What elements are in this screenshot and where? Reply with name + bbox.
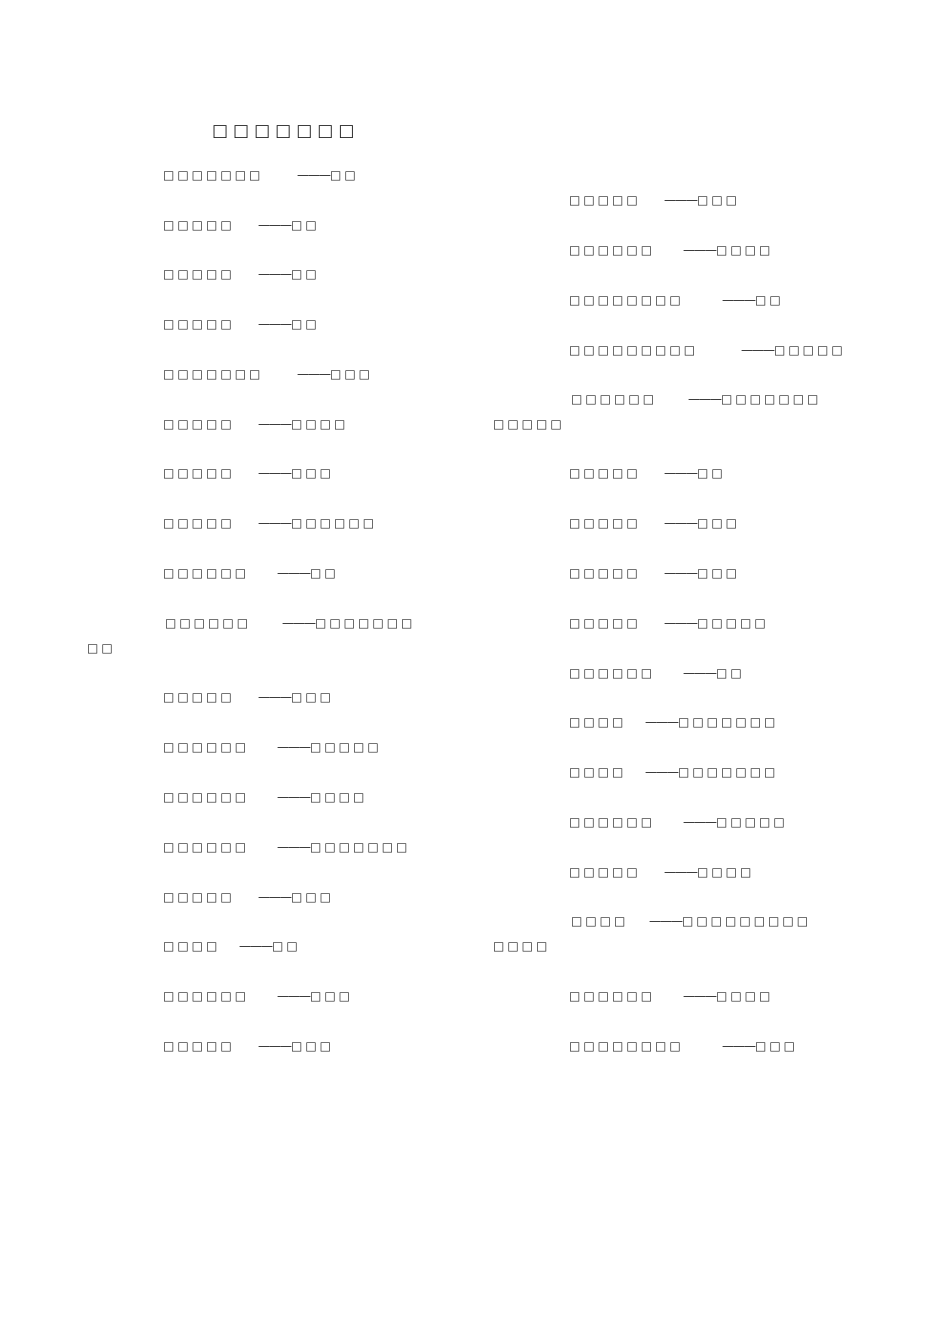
right-entry-14 — [569, 864, 754, 880]
entry-term: □□□□□ — [163, 218, 235, 232]
entry-answer: □□□□ — [697, 865, 755, 879]
entry-answer: □□□□□ — [716, 815, 788, 829]
entry-dash: ——— — [664, 193, 697, 207]
entry-answer: □□ — [697, 466, 726, 480]
entry-dash: ——— — [741, 343, 774, 357]
left-entry-12 — [163, 739, 382, 755]
right-entry-13 — [569, 814, 788, 830]
entry-dash: ——— — [239, 939, 272, 953]
entry-term: □□□□□□ — [163, 790, 250, 804]
entry-answer: □□□ — [291, 890, 335, 904]
entry-answer: □□□ — [697, 516, 741, 530]
entry-term: □□□□□ — [569, 466, 641, 480]
entry-answer: □□□ — [291, 1039, 335, 1053]
entry-dash: ——— — [649, 914, 682, 928]
right-entry-1 — [569, 192, 740, 208]
right-entry-15-continuation: □□□□ — [493, 939, 551, 953]
entry-term: □□□□ — [163, 939, 221, 953]
entry-answer: □□□□□□ — [291, 516, 378, 530]
entry-dash: ——— — [664, 566, 697, 580]
entry-dash: ——— — [277, 790, 310, 804]
entry-dash: ——— — [258, 317, 291, 331]
entry-dash: ——— — [664, 516, 697, 530]
left-entry-7 — [163, 465, 334, 481]
entry-answer: □□□ — [330, 367, 374, 381]
right-entry-17 — [569, 1038, 798, 1054]
entry-dash: ——— — [688, 392, 721, 406]
entry-answer: □□□□□□□ — [678, 715, 779, 729]
entry-answer: □□□□□ — [310, 740, 382, 754]
entry-dash: ——— — [664, 466, 697, 480]
right-entry-11 — [569, 714, 778, 730]
entry-answer: □□□□□□□□□ — [682, 914, 812, 928]
entry-dash: ——— — [258, 890, 291, 904]
left-entry-18 — [163, 1038, 334, 1054]
entry-dash: ——— — [258, 466, 291, 480]
entry-answer: □□ — [755, 293, 784, 307]
entry-dash: ——— — [282, 616, 315, 630]
page-title: □□□□□□□ — [212, 121, 360, 141]
left-entry-16 — [163, 938, 301, 954]
right-entry-2 — [569, 242, 773, 258]
entry-dash: ——— — [277, 989, 310, 1003]
entry-term: □□□□□ — [163, 690, 235, 704]
entry-dash: ——— — [722, 1039, 755, 1053]
entry-dash: ——— — [258, 1039, 291, 1053]
entry-term: □□□□□□□□ — [569, 1039, 684, 1053]
left-entry-17 — [163, 988, 353, 1004]
right-entry-8 — [569, 565, 740, 581]
right-entry-7 — [569, 515, 740, 531]
entry-term: □□□□ — [569, 715, 627, 729]
entry-term: □□□□□□□ — [163, 367, 264, 381]
entry-dash: ——— — [258, 218, 291, 232]
entry-term: □□□□□ — [569, 616, 641, 630]
entry-answer: □□ — [291, 218, 320, 232]
entry-answer: □□ — [310, 566, 339, 580]
entry-term: □□□□□□ — [569, 666, 656, 680]
left-entry-8 — [163, 515, 377, 531]
entry-dash: ——— — [664, 616, 697, 630]
entry-answer: □□□□□□□ — [721, 392, 822, 406]
right-entry-12 — [569, 764, 778, 780]
entry-term: □□□□ — [569, 765, 627, 779]
entry-answer: □□□□ — [310, 790, 368, 804]
left-entry-4 — [163, 316, 320, 332]
entry-dash: ——— — [258, 690, 291, 704]
entry-answer: □□□□ — [716, 989, 774, 1003]
right-entry-5-continuation: □□□□□ — [493, 417, 565, 431]
entry-dash: ——— — [258, 417, 291, 431]
left-entry-9 — [163, 565, 339, 581]
entry-dash: ——— — [277, 740, 310, 754]
left-entry-13 — [163, 789, 367, 805]
left-entry-2 — [163, 217, 320, 233]
left-entry-6 — [163, 416, 348, 432]
entry-dash: ——— — [683, 243, 716, 257]
entry-answer: □□□ — [697, 566, 741, 580]
entry-answer: □□□□□□□ — [315, 616, 416, 630]
entry-answer: □□□ — [310, 989, 354, 1003]
entry-answer: □□□ — [291, 466, 335, 480]
entry-term: □□□□□ — [163, 317, 235, 331]
right-entry-9 — [569, 615, 769, 631]
entry-term: □□□□□ — [163, 890, 235, 904]
entry-answer: □□□□ — [291, 417, 349, 431]
entry-answer: □□□□□ — [774, 343, 846, 357]
right-entry-16 — [569, 988, 773, 1004]
entry-answer: □□ — [716, 666, 745, 680]
entry-dash: ——— — [277, 566, 310, 580]
entry-answer: □□□ — [755, 1039, 799, 1053]
entry-term: □□□□□ — [163, 1039, 235, 1053]
entry-term: □□□□□ — [569, 566, 641, 580]
entry-term: □□□□□□ — [569, 243, 656, 257]
entry-term: □□□□□ — [163, 516, 235, 530]
left-entry-15 — [163, 889, 334, 905]
entry-dash: ——— — [683, 815, 716, 829]
entry-answer: □□□□□□□ — [310, 840, 411, 854]
right-entry-5 — [571, 391, 821, 407]
entry-term: □□□□□ — [163, 267, 235, 281]
left-entry-14 — [163, 839, 410, 855]
entry-term: □□□□□ — [569, 193, 641, 207]
entry-dash: ——— — [645, 715, 678, 729]
entry-answer: □□ — [330, 168, 359, 182]
left-entry-11 — [163, 689, 334, 705]
entry-term: □□□□□ — [569, 516, 641, 530]
entry-dash: ——— — [645, 765, 678, 779]
entry-term: □□□□□□ — [571, 392, 658, 406]
left-entry-1 — [163, 167, 359, 183]
right-entry-3 — [569, 292, 784, 308]
entry-answer: □□ — [272, 939, 301, 953]
entry-term: □□□□□□□□□ — [569, 343, 699, 357]
entry-answer: □□ — [291, 317, 320, 331]
entry-term: □□□□□□ — [569, 815, 656, 829]
entry-dash: ——— — [683, 989, 716, 1003]
entry-dash: ——— — [297, 367, 330, 381]
entry-dash: ——— — [722, 293, 755, 307]
entry-term: □□□□□ — [569, 865, 641, 879]
left-entry-3 — [163, 266, 320, 282]
entry-term: □□□□□□ — [163, 566, 250, 580]
entry-term: □□□□□□ — [569, 989, 656, 1003]
entry-dash: ——— — [258, 516, 291, 530]
entry-answer: □□□ — [291, 690, 335, 704]
entry-answer: □□□□□ — [697, 616, 769, 630]
right-entry-10 — [569, 665, 745, 681]
right-entry-6 — [569, 465, 726, 481]
entry-answer: □□□ — [697, 193, 741, 207]
entry-term: □□□□□□□□ — [569, 293, 684, 307]
entry-term: □□□□□□ — [165, 616, 252, 630]
entry-term: □□□□□□□ — [163, 168, 264, 182]
left-entry-5 — [163, 366, 373, 382]
entry-term: □□□□□□ — [163, 840, 250, 854]
entry-dash: ——— — [277, 840, 310, 854]
left-entry-10-continuation: □□ — [87, 641, 116, 655]
entry-dash: ——— — [664, 865, 697, 879]
right-entry-15 — [571, 913, 811, 929]
entry-dash: ——— — [258, 267, 291, 281]
entry-dash: ——— — [297, 168, 330, 182]
entry-term: □□□□ — [571, 914, 629, 928]
right-entry-4 — [569, 342, 846, 358]
entry-dash: ——— — [683, 666, 716, 680]
entry-answer: □□ — [291, 267, 320, 281]
entry-term: □□□□□ — [163, 466, 235, 480]
entry-term: □□□□□ — [163, 417, 235, 431]
entry-term: □□□□□□ — [163, 989, 250, 1003]
left-entry-10 — [165, 615, 415, 631]
entry-answer: □□□□ — [716, 243, 774, 257]
entry-answer: □□□□□□□ — [678, 765, 779, 779]
entry-term: □□□□□□ — [163, 740, 250, 754]
